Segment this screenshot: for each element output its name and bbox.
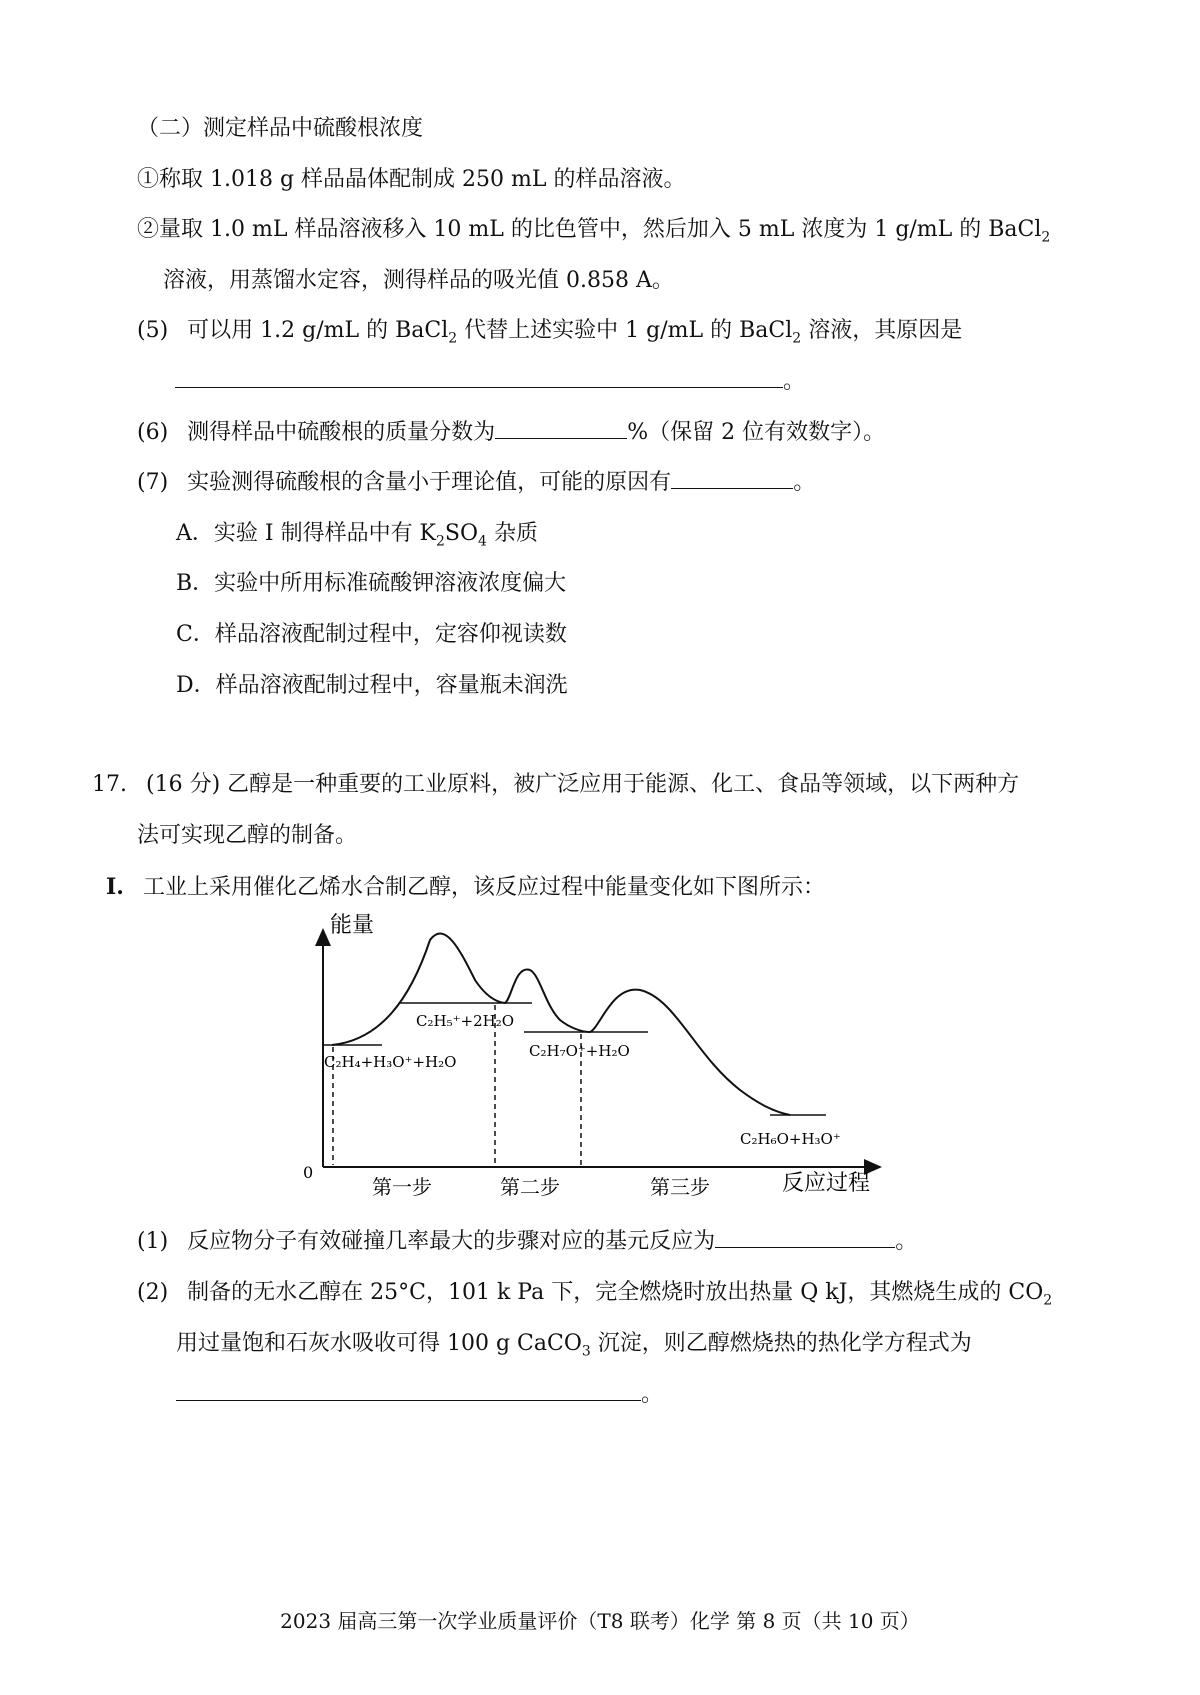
energy-profile-diagram bbox=[300, 913, 990, 1240]
part-number: I. bbox=[106, 874, 124, 900]
question-text: 可以用 1.2 g/mL 的 BaCl$_2$ 代替上述实验中 1 g/mL 的 BaCl$_2$ 溶液，其原因是 bbox=[187, 318, 963, 347]
question-number: (2) bbox=[137, 1280, 169, 1305]
step-2-line-2: 溶液，用蒸馏水定容，测得样品的吸光值 0.858 A。 bbox=[163, 268, 674, 293]
species-products: C₂H₆O+H₃O⁺ bbox=[740, 1130, 841, 1148]
part-i: I. 工业上采用催化乙烯水合制乙醇，该反应过程中能量变化如下图所示： bbox=[106, 874, 825, 900]
step-label-2: 第二步 bbox=[500, 1175, 560, 1199]
species-intermediate-1: C₂H₅⁺+2H₂O bbox=[416, 1012, 515, 1030]
answer-line-5: 。 bbox=[175, 367, 805, 397]
question-number: (6) bbox=[137, 420, 169, 445]
species-intermediate-2: C₂H₇O⁺+H₂O bbox=[529, 1042, 630, 1060]
answer-blank[interactable] bbox=[175, 367, 783, 388]
step-1: ①称取 1.018 g 样品晶体配制成 250 mL 的样品溶液。 bbox=[137, 167, 686, 192]
energy-curve bbox=[332, 934, 790, 1115]
step-2-line-1: ②量取 1.0 mL 样品溶液移入 10 mL 的比色管中，然后加入 5 mL 浓度为 1 g/mL 的 BaCl$_2$ bbox=[137, 217, 1051, 246]
x-axis-label: 反应过程 bbox=[782, 1171, 871, 1196]
question-17-1: (1) 反应物分子有效碰撞几率最大的步骤对应的基元反应为 。 bbox=[137, 1229, 918, 1254]
question-17-line-1: 17. (16 分) 乙醇是一种重要的工业原料，被广泛应用于能源、化工、食品等领域，以下两种方 bbox=[92, 772, 1020, 797]
step-label-1: 第一步 bbox=[372, 1175, 432, 1199]
answer-blank[interactable] bbox=[176, 1380, 641, 1401]
option-b: B．实验中所用标准硫酸钾溶液浓度偏大 bbox=[176, 571, 567, 596]
option-c: C．样品溶液配制过程中，定容仰视读数 bbox=[176, 622, 567, 647]
question-17-2-line-1: (2) 制备的无水乙醇在 25°C，101 k Pa 下，完全燃烧时放出热量 Q kJ，其燃烧生成的 $CO_2$ bbox=[137, 1280, 1053, 1309]
option-a: A．实验 I 制得样品中有 $K_2SO_4$ 杂质 bbox=[176, 521, 538, 550]
question-number: (7) bbox=[137, 470, 169, 495]
question-6: (6) 测得样品中硫酸根的质量分数为 %（保留 2 位有效数字）。 bbox=[137, 420, 886, 445]
question-number: (1) bbox=[137, 1229, 169, 1254]
option-d: D．样品溶液配制过程中，容量瓶未润洗 bbox=[176, 673, 568, 698]
species-reactants: C₂H₄+H₃O⁺+H₂O bbox=[324, 1053, 457, 1071]
question-17-line-2: 法可实现乙醇的制备。 bbox=[137, 823, 358, 848]
step-label-3: 第三步 bbox=[650, 1175, 710, 1199]
answer-blank[interactable] bbox=[495, 418, 627, 439]
question-5 bbox=[137, 316, 962, 346]
origin-label: 0 bbox=[303, 1163, 314, 1182]
answer-line-17-2: 。 bbox=[176, 1380, 663, 1410]
question-17-2-line-2: 用过量饱和石灰水吸收可得 100 g CaCO$_3$ 沉淀，则乙醇燃烧热的热化学方程式为 bbox=[176, 1331, 972, 1360]
question-number: 17. bbox=[92, 772, 127, 797]
answer-blank[interactable] bbox=[671, 468, 793, 489]
section-heading: （二）测定样品中硫酸根浓度 bbox=[137, 116, 424, 141]
page-footer: 2023 届高三第一次学业质量评价（T8 联考）化学 第 8 页（共 10 页） bbox=[280, 1609, 920, 1633]
question-7: (7) 实验测得硫酸根的含量小于理论值，可能的原因有 。 bbox=[137, 470, 816, 495]
answer-blank[interactable] bbox=[715, 1227, 895, 1248]
question-number: (5) bbox=[137, 318, 169, 343]
y-axis-label: 能量 bbox=[330, 913, 375, 938]
